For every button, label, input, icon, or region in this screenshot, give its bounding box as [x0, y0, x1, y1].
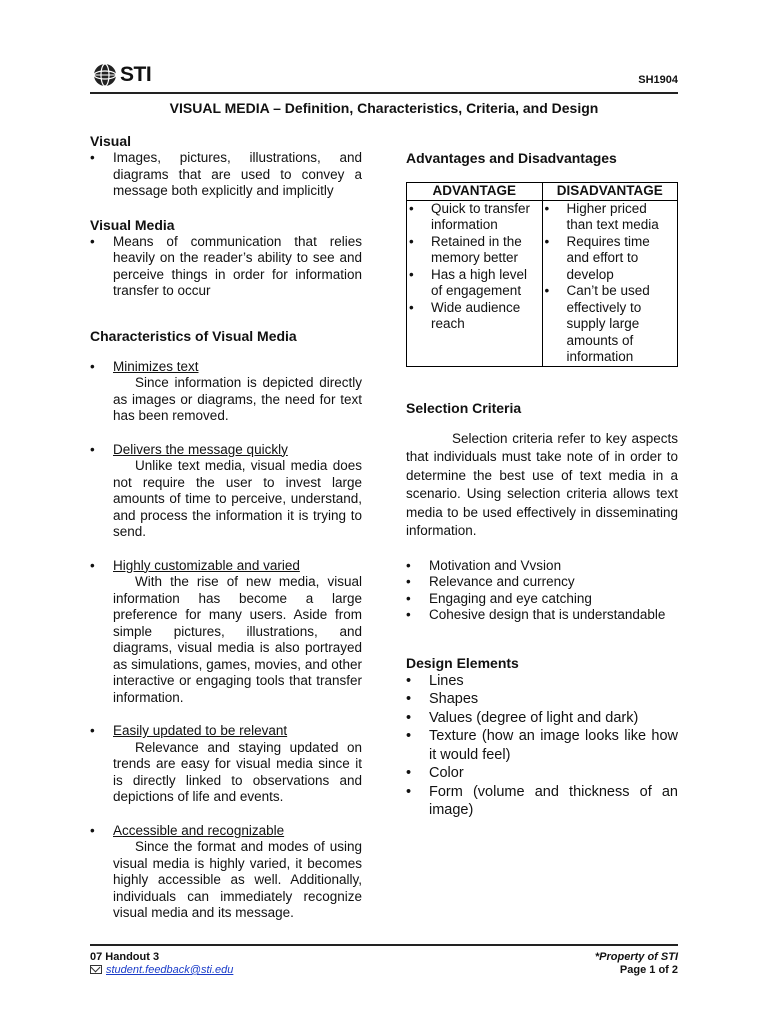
advantages-list	[409, 201, 540, 333]
list-item: • Shapes	[406, 690, 678, 709]
advantages-cell	[407, 200, 543, 366]
property-label: *Property of STI	[594, 951, 678, 963]
characteristics-list	[90, 359, 362, 922]
characteristic-body: Relevance and staying updated on trends are easy for visual media since it is directly linked to observations and depictions of life and events.	[113, 739, 362, 804]
selection-list	[406, 558, 678, 624]
table-header-advantage: ADVANTAGE	[407, 183, 543, 201]
envelope-icon	[90, 965, 102, 974]
footer-right	[595, 951, 678, 977]
list-item: • Lines	[406, 672, 678, 691]
characteristic-title: • Accessible and recognizable	[113, 822, 285, 838]
characteristic-body: Since the format and modes of using visual media is highly varied, it becomes highly accessible as well. Additionally, individuals can immediately recognize visual media and its message.	[113, 839, 362, 920]
logo-text: STI	[120, 63, 152, 86]
list-item: • Means of communication that relies heavily on the reader’s ability to see and perceive things in order for information transfer to occur	[90, 234, 362, 300]
list-item: • Form (volume and thickness of an image)	[406, 783, 678, 820]
left-column	[90, 133, 362, 922]
list-item: • Requires time and effort to develop	[545, 234, 676, 284]
email-link[interactable]: student.feedback@sti.edu	[106, 964, 234, 976]
table-header-disadvantage: DISADVANTAGE	[542, 183, 678, 201]
sti-logo	[92, 60, 151, 90]
visual-list	[90, 150, 362, 200]
visual-heading: Visual	[90, 133, 131, 149]
list-item: • Values (degree of light and dark)	[406, 709, 678, 728]
right-column	[406, 150, 678, 820]
visual-media-heading: Visual Media	[90, 216, 175, 233]
list-item: • Higher priced than text media	[545, 201, 676, 234]
doc-code: SH1904	[638, 74, 678, 86]
characteristic-title: • Delivers the message quickly	[113, 441, 288, 457]
list-item: • Texture (how an image looks like how it would feel)	[406, 727, 678, 764]
characteristic-body: Unlike text media, visual media does not require the user to invest large amounts of time to perceive, understand, and process the information it is trying to send.	[113, 458, 362, 539]
list-item: • Color	[406, 764, 678, 783]
characteristic-title: • Highly customizable and varied	[113, 557, 300, 573]
selection-heading: Selection Criteria	[406, 399, 522, 416]
footer-left	[90, 951, 233, 977]
page-number: Page 1 of 2	[619, 964, 678, 976]
visual-media-list	[90, 234, 362, 300]
characteristic-title: • Easily updated to be relevant	[113, 723, 288, 738]
selection-paragraph: Selection criteria refer to key aspects that individuals must take note of in order to determine the best use of text media in a scenario. Using selection criteria allows text media to be used effectively in disseminating information.	[406, 430, 678, 538]
list-item: • Relevance and currency	[406, 574, 678, 591]
characteristics-heading: Characteristics of Visual Media	[90, 327, 297, 344]
characteristic-item	[90, 823, 362, 922]
header-rule	[90, 92, 678, 94]
list-item: • Cohesive design that is understandable	[406, 607, 678, 624]
list-item: • Retained in the memory better	[409, 234, 540, 267]
list-item: • Engaging and eye catching	[406, 591, 678, 608]
page-title: VISUAL MEDIA – Definition, Characteristics, Criteria, and Design	[169, 100, 599, 116]
design-heading: Design Elements	[406, 654, 519, 671]
list-item: • Motivation and Vvsion	[406, 558, 678, 575]
advantages-heading: Advantages and Disadvantages	[406, 150, 617, 166]
characteristic-item	[90, 359, 362, 425]
disadvantages-list	[545, 201, 676, 366]
list-item: • Quick to transfer information	[409, 201, 540, 234]
handout-label: 07 Handout 3	[90, 951, 160, 963]
characteristic-body: With the rise of new media, visual information has become a large preference for many users. Aside from simple pictures, illustrations, and diagrams, visual media is also portrayed as simulations, games, movies, and other interactive or engaging tools that transfer information.	[113, 574, 362, 705]
characteristic-item	[90, 723, 362, 806]
list-item: • Wide audience reach	[409, 300, 540, 333]
footer-rule	[90, 944, 678, 946]
disadvantages-cell	[542, 200, 678, 366]
characteristic-item	[90, 442, 362, 541]
characteristic-item	[90, 558, 362, 707]
list-item: • Can’t be used effectively to supply large amounts of information	[545, 283, 676, 366]
globe-icon	[92, 62, 118, 88]
advantages-table	[406, 182, 678, 367]
list-item: • Has a high level of engagement	[409, 267, 540, 300]
characteristic-body: Since information is depicted directly as images or diagrams, the need for text has been removed.	[113, 375, 362, 423]
characteristic-title: • Minimizes text	[113, 358, 199, 374]
list-item: • Images, pictures, illustrations, and diagrams that are used to convey a message both explicitly and implicitly	[90, 150, 362, 200]
design-list	[406, 672, 678, 820]
